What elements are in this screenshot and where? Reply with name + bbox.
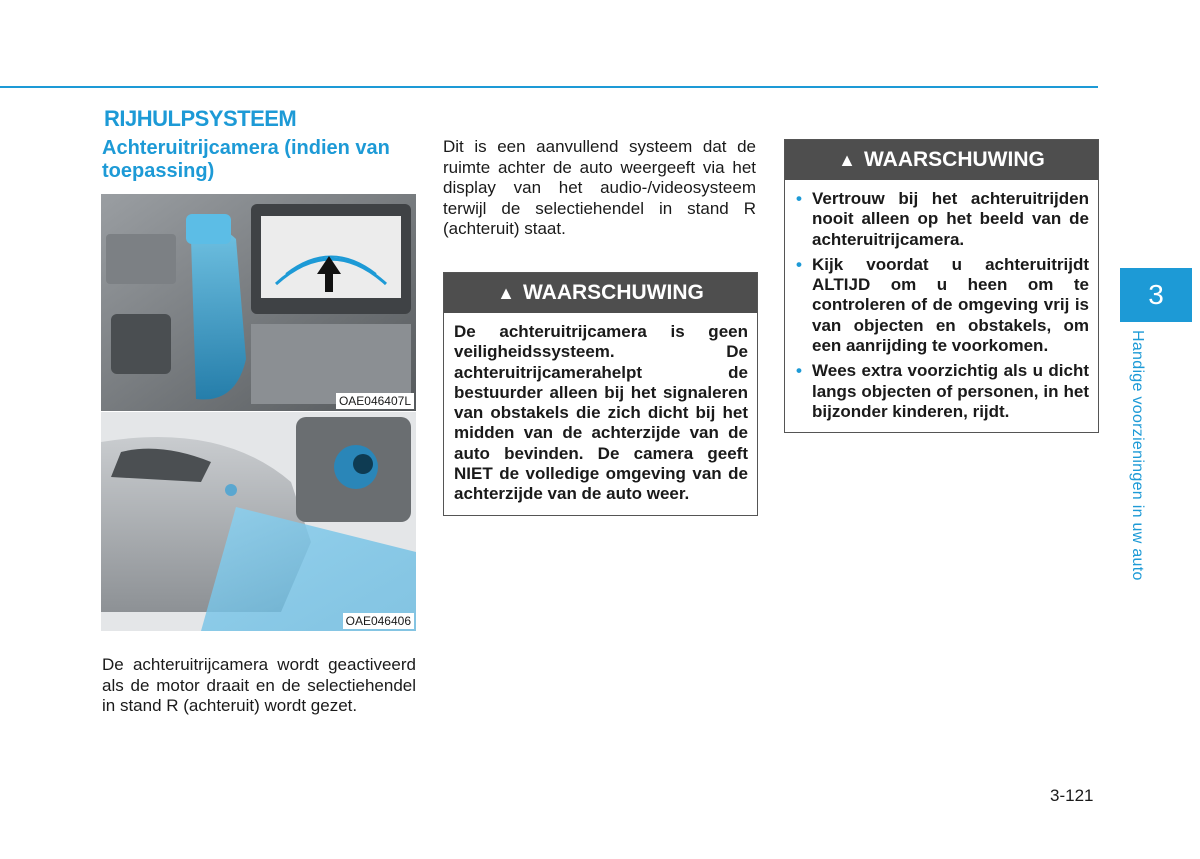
warning-triangle-icon: ▲: [497, 282, 515, 303]
warning-title: WAARSCHUWING: [864, 148, 1045, 171]
warning-list-item-text: Vertrouw bij het achteruitrijden nooit alleen op het beeld van de achteruitrijcamera.: [812, 189, 1089, 249]
page-number: 3-121: [1050, 786, 1094, 805]
chapter-title: Handige voorzieningen in uw auto: [1129, 330, 1146, 581]
warning-box: [443, 272, 758, 516]
intro-paragraph: De achteruitrijcamera wordt geactiveerd als de motor draait en de selectiehendel in stand R (achteruit) wordt gezet.: [102, 655, 416, 715]
warning-list-item-text: Kijk voordat u achteruitrijdt ALTIJD om u heen om te controleren of de omgeving vrij is van objecten en obstakels, om een aanrijding te voorkomen.: [812, 254, 1089, 356]
bullet-icon: •: [796, 361, 802, 381]
chapter-tab: [1120, 268, 1192, 322]
figure-rear-camera: [101, 412, 416, 631]
figure-rear-camera-illustration: [101, 412, 416, 631]
header-rule: [0, 86, 1098, 88]
warning-list: [795, 189, 1089, 422]
subsection-title: Achteruitrijcamera (indien van toepassing): [102, 137, 390, 182]
warning-list-item: [795, 361, 1089, 422]
section-title: RIJHULPSYSTEEM: [104, 106, 297, 131]
chapter-number: 3: [1148, 279, 1164, 310]
warning-box: [784, 139, 1099, 433]
warning-list-item: [795, 255, 1089, 356]
figure-label: OAE046407L: [336, 393, 414, 409]
figure-gear-display-illustration: [101, 194, 416, 411]
warning-list-item-text: Wees extra voorzichtig als u dicht langs objecten of personen, in het bijzonder kinderen, rijdt.: [812, 361, 1089, 421]
figure-label: OAE046406: [343, 613, 414, 629]
description-paragraph: Dit is een aanvullend systeem dat de ruimte achter de auto weergeeft via het display van het audio-/videosysteem terwijl de selectiehendel in stand R (achteruit) staat.: [443, 137, 756, 238]
bullet-icon: •: [796, 189, 802, 208]
bullet-icon: •: [796, 254, 802, 274]
warning-text: De achteruitrijcamera is geen veiligheidssysteem. De achteruitrijcamerahelpt de bestuurder alleen bij het signaleren van obstakels die zich dicht bij het midden van de achterzijde van de auto bevinden. De camera geeft NIET de volledige omgeving van de achterzijde van de auto weer.: [454, 322, 748, 504]
warning-header: [785, 140, 1098, 180]
warning-title: WAARSCHUWING: [523, 281, 704, 304]
warning-header: [444, 273, 757, 313]
figure-gear-display: [101, 194, 416, 411]
warning-list-item: [795, 189, 1089, 250]
warning-triangle-icon: ▲: [838, 149, 856, 170]
warning-list-container: [785, 180, 1098, 432]
